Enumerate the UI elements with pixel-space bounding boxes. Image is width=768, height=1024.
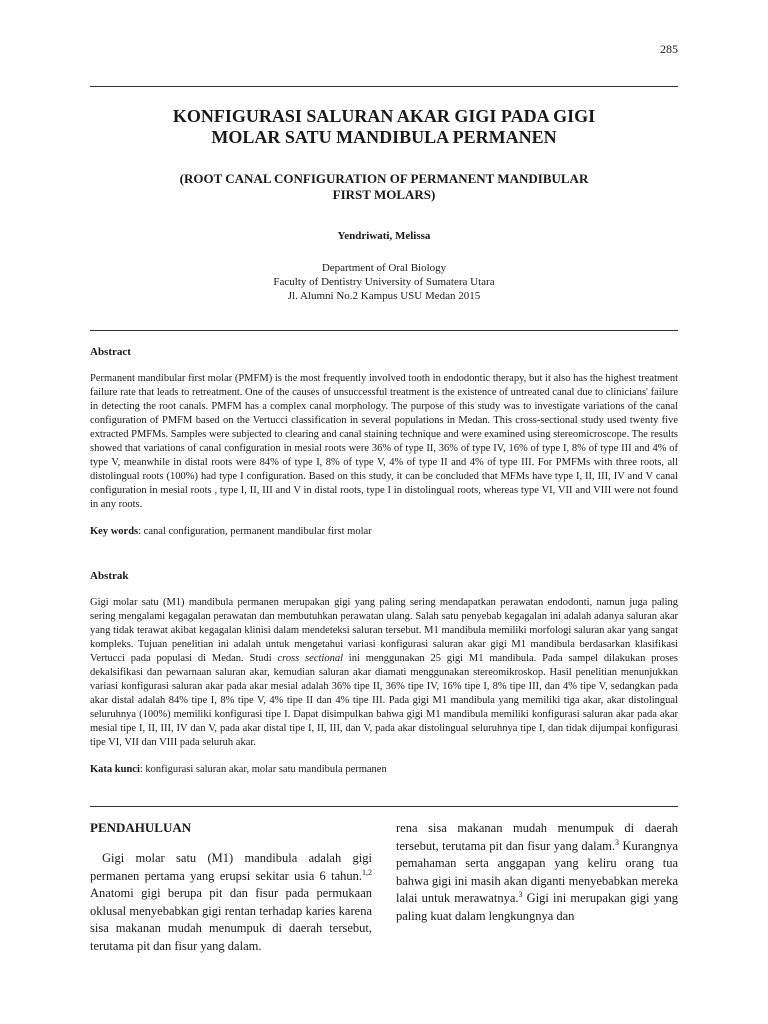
citation-superscript: 1,2 <box>362 867 372 877</box>
keywords-label: Key words <box>90 526 139 537</box>
title-line-1: KONFIGURASI SALURAN AKAR GIGI PADA GIGI <box>172 106 596 126</box>
abstract-top-rule <box>90 330 678 331</box>
body-top-rule <box>90 806 678 807</box>
abstract-keywords <box>90 525 678 539</box>
header-rule <box>90 86 678 87</box>
abstrak-body-italic: cross sectional <box>277 653 343 664</box>
subtitle-line-2: FIRST MOLARS) <box>332 187 436 202</box>
abstrak-body-part-1: Gigi molar satu (M1) mandibula permanen merupakan gigi yang paling sering mendapatkan perawatan endodonti, namun juga paling sering mengalami kegagalan perawatan dan membutuhkan perawatan ulang. Salah satu penyebab kegagalan ini adalah adanya saluran akar yang tidak terawat akibat kegagalan klinisi dalam mendeteksi saluran tersebut. M1 mandibula memiliki morfologi saluran akar yang sangat kompleks. Tujuan penelitian ini adalah untuk mengetahui variasi konfigurasi saluran akar gigi M1 mandibula berdasarkan klasifikasi Vertucci pada populasi di Medan. Studi <box>90 597 678 664</box>
subtitle-line-1: (ROOT CANAL CONFIGURATION OF PERMANENT MANDIBULAR <box>179 171 589 186</box>
keywords-text: : canal configuration, permanent mandibular first molar <box>138 526 372 537</box>
intro-right-text-3: Gigi ini merupakan gigi yang paling kuat dalam lengkungnya dan <box>396 891 678 923</box>
intro-right-text-2: Kurangnya pemahaman serta anggapan yang keliru orang tua bahwa gigi ini masih akan diganti menyebabkan mereka lalai untuk merawatnya. <box>396 838 678 905</box>
paper-subtitle <box>90 171 678 203</box>
abstrak-section <box>90 570 678 777</box>
abstrak-body-part-2: ini menggunakan 25 gigi M1 mandibula. Pada sampel dilakukan proses dekalsifikasi dan pewarnaan saluran akar, kemudian saluran akar diamati menggunakan stereomikroskop. Hasil penelitian menunjukkan variasi konfigurasi saluran akar pada akar mesial adalah 36% tipe II, 36% tipe IV, 16% tipe I, 8% tipe III, dan 4% tipe V, sedangkan pada akar distal adalah 84% tipe I, 8% tipe V, 4% tipe II dan 4% tipe III. Pada gigi M1 mandibula yang memiliki tiga akar, akar distolingual seluruhnya (100%) memiliki konfigurasi tipe I. Dapat disimpulkan bahwa gigi M1 mandibula memiliki konfigurasi saluran akar pada akar mesial tipe I, II, III, IV dan V, pada akar distal tipe I, II, III, dan V, pada akar distolingual seluruhnya tipe I, dan tidak dijumpai konfigurasi tipe VI, VII dan VIII pada seluruh akar. <box>90 653 678 748</box>
abstract-body: Permanent mandibular first molar (PMFM) is the most frequently involved tooth in endodontic therapy, but it also has the highest treatment failure rate that leads to retreatment. One of the causes of unsuccessful treatment is the existence of untreated canal due to clinicians' failure in detecting the root canals. PMFM has a complex canal morphology. The purpose of this study was to investigate variations of the canal configuration of PMFM based on the Vertucci classification in several populations in Medan. This cross-sectional study used twenty five extracted PMFMs. Samples were subjected to clearing and canal staining technique and were examined using stereomicroscope. The results showed that variations of canal configuration in mesial roots were 36% of type II, 36% of type IV, 16% of type I, 8% of type III and 4% of type V, meanwhile in distal roots were 84% of type I, 8% of type V, 4% of type II and 4% of type III. For PMFMs with three roots, all distolingual roots (100%) had type I configuration. Based on this study, it can be concluded that MFMs have type I, II, III, IV and V canal configuration in mesial roots , type I, II, III and V in distal roots, type I in distolingual roots, whereas type VI, VII and VIII were not found in any roots. <box>90 373 678 510</box>
kata-kunci-label: Kata kunci <box>90 764 140 775</box>
abstrak-body <box>90 596 678 750</box>
intro-right-column <box>396 820 678 925</box>
title-line-2: MOLAR SATU MANDIBULA PERMANEN <box>211 127 557 147</box>
intro-right-text-1: rena sisa makanan mudah menumpuk di daerah tersebut, terutama pit dan fisur yang dalam. <box>396 821 678 853</box>
abstrak-heading: Abstrak <box>90 570 129 582</box>
affiliation-line-2: Faculty of Dentistry University of Sumatera Utara <box>273 276 495 288</box>
kata-kunci-text: : konfigurasi saluran akar, molar satu mandibula permanen <box>139 764 387 775</box>
citation-superscript: 3 <box>518 889 523 899</box>
citation-superscript: 3 <box>615 837 620 847</box>
abstrak-keywords <box>90 763 678 777</box>
page-number: 285 <box>660 42 678 56</box>
authors: Yendriwati, Melissa <box>337 230 431 242</box>
intro-left-text-2: Anatomi gigi berupa pit dan fisur pada permukaan oklusal menyebabkan gigi rentan terhadap karies karena sisa makanan mudah menumpuk di daerah tersebut, terutama pit dan fisur yang dalam. <box>90 886 372 953</box>
intro-left-column <box>90 850 372 955</box>
section-heading-pendahuluan: PENDAHULUAN <box>90 820 192 835</box>
abstract-heading: Abstract <box>90 346 131 358</box>
affiliation <box>90 261 678 303</box>
abstract-section <box>90 346 678 539</box>
intro-left-text-1: Gigi molar satu (M1) mandibula adalah gigi permanen pertama yang erupsi sekitar usia 6 tahun. <box>90 851 372 883</box>
affiliation-line-1: Department of Oral Biology <box>321 262 447 274</box>
paper-title <box>90 106 678 148</box>
affiliation-line-3: Jl. Alumni No.2 Kampus USU Medan 2015 <box>287 290 481 302</box>
